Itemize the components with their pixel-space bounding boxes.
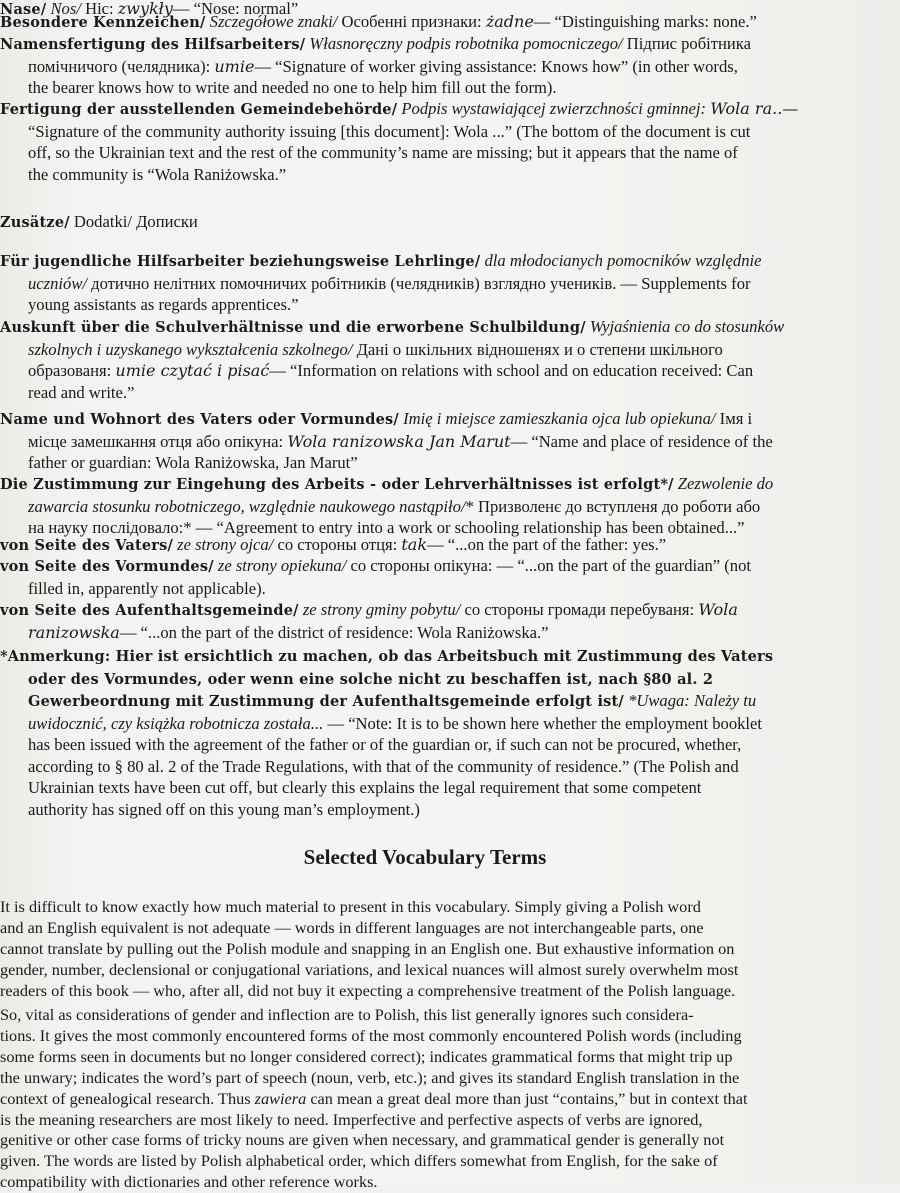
body-text: — “...on the part of the district of residence: Wola Raniżowska.” xyxy=(119,622,549,642)
text-line xyxy=(0,939,852,960)
text-line xyxy=(0,339,850,361)
text-line xyxy=(0,164,850,186)
text-line xyxy=(0,121,850,143)
body-text: Підпис робітника xyxy=(622,34,751,53)
body-text: It is difficult to know exactly how much material to present in this vocabulary. Simply giving a Polish word xyxy=(0,897,701,916)
german-fraktur-text: von Seite des Vormundes/ xyxy=(0,558,214,575)
text-line xyxy=(0,316,850,339)
text-line xyxy=(0,645,850,668)
body-text: father or guardian: Wola Raniżowska, Jan Marut” xyxy=(28,453,358,472)
form-field-entry xyxy=(0,250,850,316)
text-line xyxy=(0,599,850,622)
text-line xyxy=(0,1005,852,1026)
german-fraktur-text: Für jugendliche Hilfsarbeiter beziehungsweise Lehrlinge/ xyxy=(0,253,481,270)
body-text: the community is “Wola Raniżowska.” xyxy=(28,164,287,184)
body-text: — “Nose: normal” xyxy=(172,0,299,18)
polish-text: szkolnych i uzyskanego wykształcenia szkolnego/ xyxy=(28,339,353,359)
body-text: and an English equivalent is not adequate — words in different languages are not interchangeable parts, one xyxy=(0,917,704,937)
german-fraktur-text: Name und Wohnort des Vaters oder Vormundes/ xyxy=(0,411,399,428)
text-line xyxy=(0,897,852,918)
text-line xyxy=(0,431,850,453)
body-text: the bearer knows how to write and needed no one to help him fill out the form). xyxy=(28,78,557,97)
text-line xyxy=(0,1172,852,1193)
german-fraktur-text: von Seite des Vaters/ xyxy=(0,537,173,554)
body-text: Hic: xyxy=(80,0,118,18)
form-field-entry xyxy=(0,645,850,820)
body-text: given. The words are listed by Polish alphabetical order, which differs somewhat from English, for the sake of xyxy=(0,1151,718,1171)
text-line xyxy=(0,33,850,56)
body-text: genitive or other case forms of tricky nouns are given when necessary, and grammatical gender is generally not xyxy=(0,1130,725,1150)
german-fraktur-text: Zusätze/ xyxy=(0,214,70,231)
polish-text: Zezwolenie do xyxy=(673,474,774,493)
polish-text: dla młodocianych pomocników względnie xyxy=(480,251,762,270)
form-field-entry xyxy=(0,316,850,403)
text-line xyxy=(0,142,850,164)
handwritten-entry: umie xyxy=(214,56,255,76)
text-line xyxy=(0,360,850,382)
text-line xyxy=(0,918,852,939)
german-fraktur-text: oder des Vormundes, oder wenn eine solche nicht zu beschaffen ist, nach §80 al. 2 xyxy=(28,670,714,688)
form-field-entry xyxy=(0,534,850,557)
polish-text: Własnoręczny podpis robotnika pomocniczego/ xyxy=(305,34,623,53)
body-text: * Призволенє до вступленя до роботи або xyxy=(465,496,761,516)
polish-text: Nos/ xyxy=(46,0,81,18)
body-text: дотично нелітних помочничих робітників (челядників) взглядно учеників. — Supplements for xyxy=(87,273,751,293)
text-line xyxy=(0,1110,852,1131)
polish-text: ze strony ojca/ xyxy=(172,535,274,554)
text-line xyxy=(0,294,850,316)
text-line xyxy=(0,777,850,799)
polish-text: uwidocznić, czy książka robotnicza została... xyxy=(28,713,324,733)
body-text: the unwary; indicates the word’s part of speech (noun, verb, etc.); and gives its standard English translation in the xyxy=(0,1067,740,1087)
polish-text: Imię i miejsce zamieszkania ojca lub opiekuna/ xyxy=(398,409,716,428)
text-line xyxy=(0,273,850,295)
german-fraktur-text: Die Zustimmung zur Eingehung des Arbeits - oder Lehrverhältnisses ist erfolgt*/ xyxy=(0,476,674,493)
form-field-entry xyxy=(0,599,850,643)
german-fraktur-text: Gewerbeordnung mit Zustimmung der Aufenthaltsgemeinde erfolgt ist/ xyxy=(28,693,624,710)
text-line xyxy=(0,408,850,431)
body-text: — “Distinguishing marks: none.” xyxy=(533,12,757,31)
body-text: according to § 80 al. 2 of the Trade Regulations, with that of the community of residence.” (The Polish and xyxy=(28,756,739,776)
body-text: read and write.” xyxy=(28,382,135,402)
body-text: — “Name and place of residence of the xyxy=(510,431,773,451)
german-fraktur-text: Auskunft über die Schulverhältnisse und die erworbene Schulbildung/ xyxy=(0,319,586,336)
text-line xyxy=(0,98,850,121)
text-line xyxy=(0,1047,852,1068)
text-line xyxy=(0,1068,852,1089)
german-fraktur-text: von Seite des Aufenthaltsgemeinde/ xyxy=(0,602,299,619)
body-text: So, vital as considerations of gender and inflection are to Polish, this list generally ignores such considera- xyxy=(0,1005,694,1024)
body-text: compatibility with dictionaries and other reference works. xyxy=(0,1172,378,1192)
body-text: — “Information on relations with school and on education received: Can xyxy=(269,361,754,380)
body-text: — “...on the part of the father: yes.” xyxy=(427,535,667,554)
handwritten-entry: żadne xyxy=(485,12,534,31)
form-field-entry xyxy=(0,98,850,185)
paragraph xyxy=(0,897,852,1002)
text-line xyxy=(0,250,850,273)
body-text: місце замешкання отця або опікуна: xyxy=(28,431,288,451)
polish-text: Podpis wystawiającej zwierzchności gminnej: xyxy=(397,99,711,118)
form-field-entry xyxy=(0,211,850,234)
body-text: readers of this book — who, after all, did not buy it expecting a comprehensive treatment of the Polish language. xyxy=(0,980,736,1000)
form-field-entry xyxy=(0,408,850,474)
polish-text: ze strony opiekuna/ xyxy=(213,556,347,575)
text-line xyxy=(0,211,850,234)
text-line xyxy=(0,756,850,778)
handwritten-entry: Wola ra..— xyxy=(710,99,799,118)
text-line xyxy=(0,11,850,34)
body-text: context of genealogical research. Thus xyxy=(0,1088,255,1108)
body-text: Імя і xyxy=(715,409,753,428)
handwritten-entry: umie czytać i pisać xyxy=(115,361,270,380)
polish-text: ze strony gminy pobytu/ xyxy=(298,600,461,619)
text-line xyxy=(0,1089,852,1110)
text-line xyxy=(0,496,850,518)
text-line xyxy=(0,534,850,557)
polish-text: Szczegółowe znaki/ xyxy=(205,12,338,31)
section-title: Selected Vocabulary Terms xyxy=(303,845,547,869)
german-fraktur-text: Namensfertigung des Hilfsarbeiters/ xyxy=(0,36,306,53)
body-text: Особенні признаки: xyxy=(337,12,486,31)
text-line xyxy=(0,981,852,1002)
text-line xyxy=(0,668,850,691)
handwritten-entry: zwykły xyxy=(117,0,173,18)
body-text: образованя: xyxy=(28,361,116,380)
text-line xyxy=(0,1130,852,1151)
body-text: cannot translate by pulling out the Polish module and snapping in an English one. But exhaustive information on xyxy=(0,938,735,958)
paragraph xyxy=(0,1005,852,1193)
body-text: Dodatki/ Дописки xyxy=(69,212,198,231)
body-text: — “Signature of worker giving assistance: Knows how” (in other words, xyxy=(254,56,738,76)
text-line xyxy=(0,799,850,821)
body-text: young assistants as regards apprentices.” xyxy=(28,295,299,314)
body-text: has been issued with the agreement of the father or of the guardian or, if such can not be procured, whether, xyxy=(28,735,742,754)
body-text: “Signature of the community authority issuing [this document]: Wola ...” (The bottom of the document is cut xyxy=(28,121,751,141)
text-line xyxy=(0,690,850,713)
german-fraktur-text: *Anmerkung: Hier ist ersichtlich zu machen, ob das Arbeitsbuch mit Zustimmung des Vaters xyxy=(0,648,774,665)
text-line xyxy=(0,578,850,600)
form-field-entry xyxy=(0,11,850,34)
form-field-entry xyxy=(0,33,850,99)
text-line xyxy=(0,555,850,578)
body-text: can mean a great deal more than just “contains,” but in context that xyxy=(306,1088,748,1108)
text-line xyxy=(0,452,850,474)
german-fraktur-text: Fertigung der ausstellenden Gemeindebehörde/ xyxy=(0,101,398,118)
body-text: tions. It gives the most commonly encountered forms of the most commonly encountered Polish words (including xyxy=(0,1025,742,1045)
text-line xyxy=(0,77,850,99)
body-text: filled in, apparently not applicable). xyxy=(28,578,266,598)
form-field-entry xyxy=(0,473,850,539)
body-text: is the meaning researchers are most likely to need. Imperfective and perfective aspects of verbs are ignored, xyxy=(0,1109,703,1129)
body-text: на науку послідовало:* — “Agreement to entry into a work or schooling relationship has been obtained...” xyxy=(28,518,745,537)
body-text: some forms seen in documents but no longer considered correct); indicates grammatical forms that might trip up xyxy=(0,1046,733,1066)
text-line xyxy=(0,960,852,981)
form-field-entry xyxy=(0,555,850,599)
polish-text: uczniów/ xyxy=(28,273,88,293)
text-line xyxy=(0,1026,852,1047)
text-line xyxy=(0,713,850,735)
polish-text: zawarcia stosunku robotniczego, względnie naukowego nastąpiło/ xyxy=(28,496,466,516)
body-text: off, so the Ukrainian text and the rest of the community’s name are missing; but it appears that the name of xyxy=(28,143,738,162)
handwritten-entry: ranizowska xyxy=(28,622,120,642)
body-text: Ukrainian texts have been cut off, but clearly this explains the legal requirement that some competent xyxy=(28,778,702,797)
handwritten-entry: Wola ranizowska Jan Marut xyxy=(287,431,511,451)
polish-text: Wyjaśnienia co do stosunków xyxy=(585,317,785,336)
polish-text: zawiera xyxy=(254,1088,307,1108)
body-text: со стороны отця: xyxy=(273,535,402,554)
handwritten-entry: Wola xyxy=(698,600,738,619)
polish-text: *Uwaga: Należy tu xyxy=(623,691,757,710)
body-text: помічничого (челядника): xyxy=(28,56,215,76)
body-text: Дані о шкільних відношенях и о степени шкільного xyxy=(352,339,723,359)
text-line xyxy=(0,734,850,756)
body-text: authority has signed off on this young man’s employment.) xyxy=(28,799,420,819)
body-text: gender, number, declensional or conjugational variations, and lexical nuances will almost surely overwhelm most xyxy=(0,959,739,979)
german-fraktur-text: Besondere Kennzeichen/ xyxy=(0,14,206,31)
german-fraktur-text: Nase/ xyxy=(0,1,47,18)
text-line xyxy=(0,1151,852,1172)
text-line xyxy=(0,622,850,644)
body-text: со стороны громади перебуваня: xyxy=(460,600,699,619)
text-line xyxy=(0,56,850,78)
text-line xyxy=(0,382,850,404)
body-text: со стороны опікуна: — “...on the part of the guardian” (not xyxy=(346,556,752,575)
body-text: — “Note: It is to be shown here whether the employment booklet xyxy=(323,713,763,733)
text-line xyxy=(0,473,850,496)
handwritten-entry: tak xyxy=(401,535,428,554)
